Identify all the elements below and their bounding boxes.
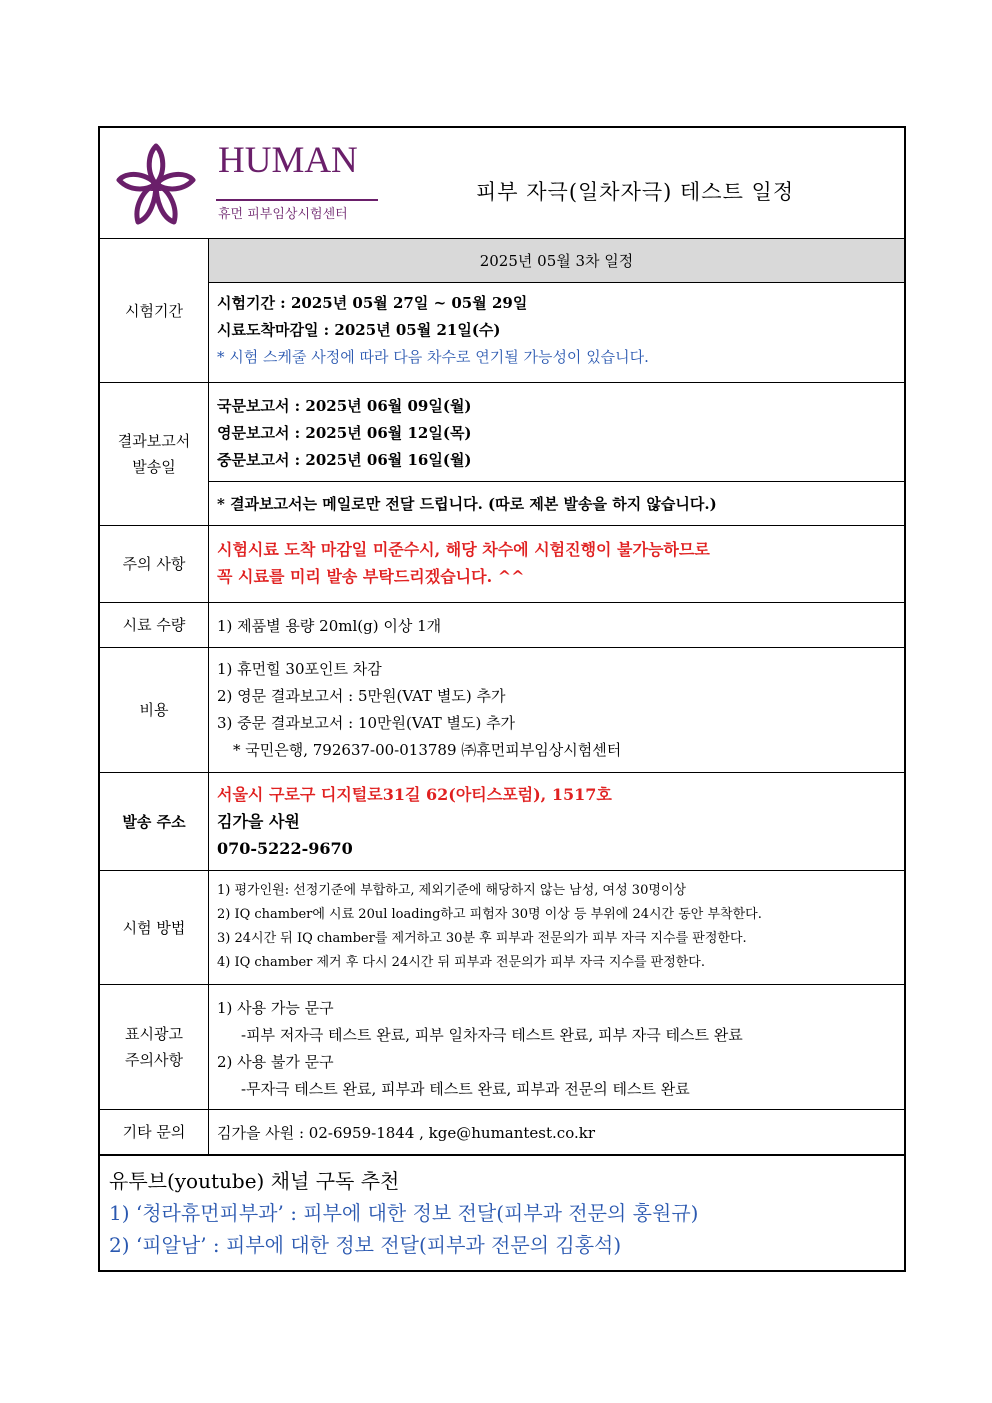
inquiry-row xyxy=(100,1109,904,1154)
inquiry-label xyxy=(100,1110,209,1154)
logo-subtitle: 휴먼 피부임상시험센터 xyxy=(218,207,348,222)
schedule-document xyxy=(98,126,906,1272)
schedule-note: * 시험 스케줄 사정에 따라 다음 차수로 연기될 가능성이 있습니다. xyxy=(217,348,649,366)
report-label xyxy=(100,383,209,525)
method-step3: 3) 24시간 뒤 IQ chamber를 제거하고 30분 후 피부과 전문의가 피부 자극 지수를 판정한다. xyxy=(217,931,747,946)
logo-underline xyxy=(216,199,378,201)
cost-item3: 3) 중문 결과보고서 : 10만원(VAT 별도) 추가 xyxy=(217,714,516,732)
shipping-row xyxy=(100,772,904,870)
shipping-phone: 070-5222-9670 xyxy=(217,839,353,858)
ad-label-line1: 표시광고 xyxy=(125,1025,183,1043)
method-label xyxy=(100,871,209,984)
cost-item1: 1) 휴먼힐 30포인트 차감 xyxy=(217,660,382,678)
caution-label-text: 주의 사항 xyxy=(122,555,186,573)
report-english: 영문보고서 : 2025년 06월 12일(목) xyxy=(217,424,472,442)
report-note-cell xyxy=(209,481,904,525)
method-step1: 1) 평가인원: 선정기준에 부합하고, 제외기준에 해당하지 않는 남성, 여성 30명이상 xyxy=(217,883,687,898)
schedule-label xyxy=(100,239,209,382)
method-step4: 4) IQ chamber 제거 후 다시 24시간 뒤 피부과 전문의가 피부 자극 지수를 판정한다. xyxy=(217,955,705,970)
svg-text:H: H xyxy=(149,176,163,195)
shipping-address: 서울시 구로구 디지털로31길 62(아티스포럼), 1517호 xyxy=(217,785,612,804)
caution-line2: 꼭 시료를 미리 발송 부탁드리겠습니다. ^^ xyxy=(217,567,525,586)
ad-label-line2: 주의사항 xyxy=(125,1051,183,1069)
caution-line1: 시험시료 도착 마감일 미준수시, 해당 차수에 시험진행이 불가능하므로 xyxy=(217,540,710,559)
ad-allowed-text: -피부 저자극 테스트 완료, 피부 일차자극 테스트 완료, 피부 자극 테스트 완료 xyxy=(241,1026,743,1044)
ad-allowed-title: 1) 사용 가능 문구 xyxy=(217,999,334,1017)
sample-row xyxy=(100,602,904,647)
youtube-item2: 2) ‘피알남’ : 피부에 대한 정보 전달(피부과 전문의 김홍석) xyxy=(109,1233,622,1257)
sample-label xyxy=(100,603,209,647)
report-chinese: 중문보고서 : 2025년 06월 16일(월) xyxy=(217,451,472,469)
report-label-line1: 결과보고서 xyxy=(117,432,191,450)
cost-label-text: 비용 xyxy=(139,701,169,719)
youtube-item1: 1) ‘청라휴먼피부과’ : 피부에 대한 정보 전달(피부과 전문의 홍원규) xyxy=(109,1201,699,1225)
schedule-row xyxy=(100,238,904,382)
youtube-section xyxy=(100,1154,904,1270)
schedule-banner-text: 2025년 05월 3차 일정 xyxy=(479,252,634,270)
shipping-label-text: 발송 주소 xyxy=(122,812,186,831)
logo-text: HUMAN xyxy=(218,140,358,181)
report-korean: 국문보고서 : 2025년 06월 09일(월) xyxy=(217,397,472,415)
youtube-title: 유투브(youtube) 채널 구독 추천 xyxy=(109,1169,400,1193)
ad-banned-text: -무자극 테스트 완료, 피부과 테스트 완료, 피부과 전문의 테스트 완료 xyxy=(241,1080,690,1098)
cost-item2: 2) 영문 결과보고서 : 5만원(VAT 별도) 추가 xyxy=(217,687,506,705)
sample-label-text: 시료 수량 xyxy=(122,616,186,634)
schedule-deadline: 시료도착마감일 : 2025년 05월 21일(수) xyxy=(217,321,501,339)
ad-row xyxy=(100,984,904,1109)
inquiry-text: 김가을 사원 : 02-6959-1844 , kge@humantest.co.kr xyxy=(217,1123,595,1142)
caution-row xyxy=(100,525,904,602)
flower-logo-icon xyxy=(116,142,196,228)
ad-label xyxy=(100,985,209,1109)
cost-row xyxy=(100,647,904,772)
inquiry-label-text: 기타 문의 xyxy=(122,1123,186,1141)
shipping-contact: 김가을 사원 xyxy=(217,812,300,831)
method-row xyxy=(100,870,904,984)
page-title: 피부 자극(일차자극) 테스트 일정 xyxy=(476,180,795,204)
method-label-text: 시험 방법 xyxy=(122,918,186,937)
report-label-line2: 발송일 xyxy=(132,458,176,476)
cost-bank: * 국민은행, 792637-00-013789 ㈜휴먼피부임상시험센터 xyxy=(233,741,622,759)
report-row xyxy=(100,382,904,525)
caution-label xyxy=(100,526,209,602)
sample-text: 1) 제품별 용량 20ml(g) 이상 1개 xyxy=(217,616,442,635)
document-header xyxy=(100,128,904,238)
cost-label xyxy=(100,648,209,772)
method-step2: 2) IQ chamber에 시료 20ul loading하고 피험자 30명 이상 등 부위에 24시간 동안 부착한다. xyxy=(217,907,762,922)
schedule-label-text: 시험기간 xyxy=(125,301,183,320)
shipping-label xyxy=(100,773,209,870)
ad-banned-title: 2) 사용 불가 문구 xyxy=(217,1053,334,1071)
schedule-banner xyxy=(209,239,904,283)
schedule-period: 시험기간 : 2025년 05월 27일 ~ 05월 29일 xyxy=(217,294,528,312)
report-note: * 결과보고서는 메일로만 전달 드립니다. (따로 제본 발송을 하지 않습니다.) xyxy=(217,495,717,513)
